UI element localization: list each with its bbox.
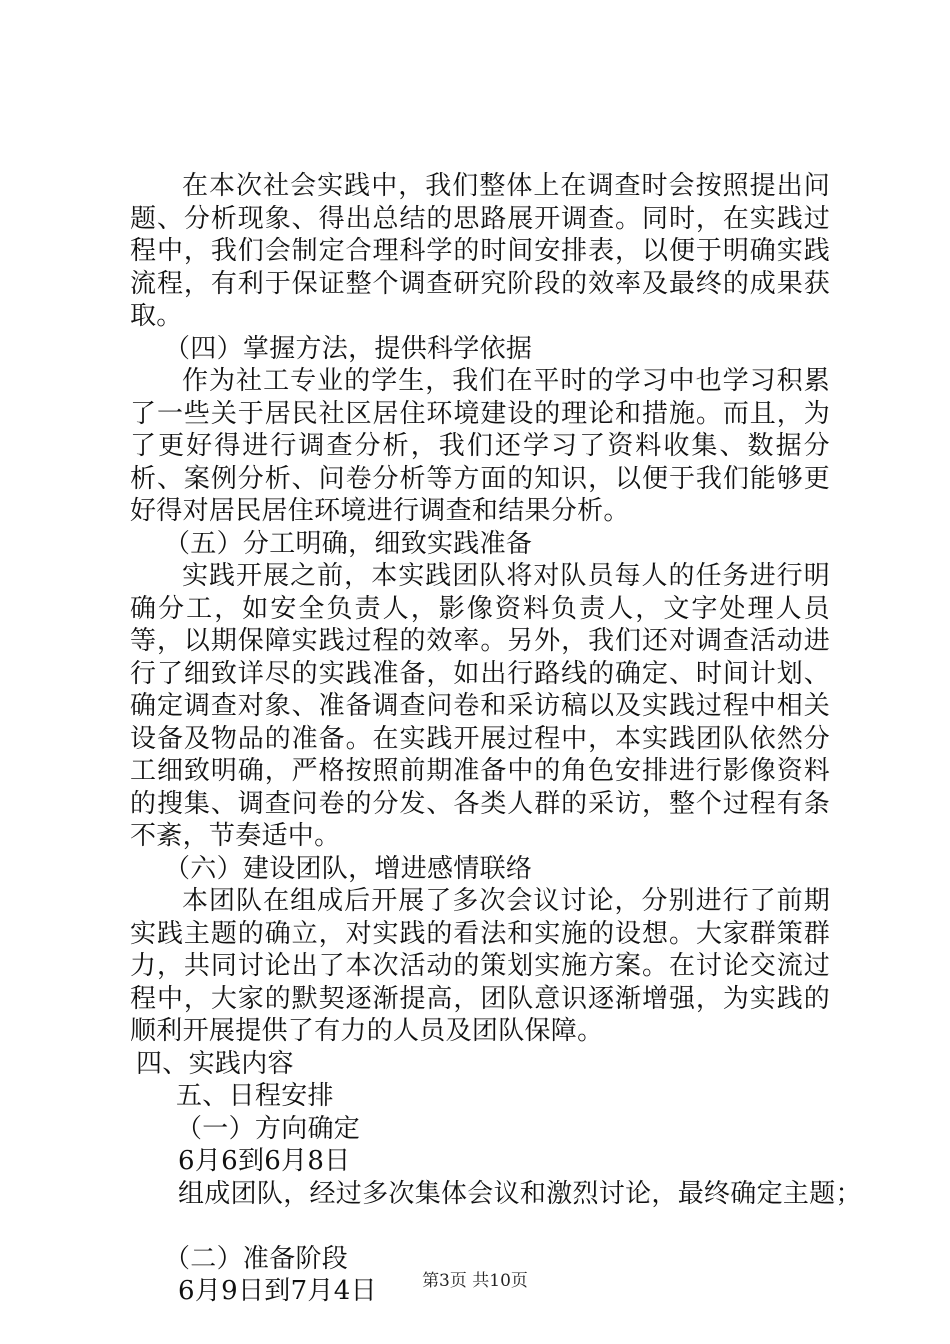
schedule-description-1: 组成团队，经过多次集体会议和激烈讨论，最终确定主题； bbox=[178, 1178, 862, 1209]
paragraph-method: 作为社工专业的学生，我们在平时的学习中也学习积累了一些关于居民社区居住环境建设的理论和措施。而且，为了更好得进行调查分析，我们还学习了资料收集、数据分析、案例分析、问卷分析等方面的知识，以便于我们能够更好得对居民居住环境进行调查和结果分析。 bbox=[130, 366, 830, 526]
heading-division-of-labor: （五）分工明确，细致实践准备 bbox=[164, 528, 533, 559]
schedule-date-range-1: 6月6到6月8日 bbox=[178, 1146, 351, 1176]
heading-team-building: （六）建设团队，增进感情联络 bbox=[164, 853, 533, 884]
paragraph-survey-approach: 在本次社会实践中，我们整体上在调查时会按照提出问题、分析现象、得出总结的思路展开调查。同时，在实践过程中，我们会制定合理科学的时间安排表，以便于明确实践流程，有利于保证整个调查研究阶段的效率及最终的成果获取。 bbox=[130, 171, 830, 331]
document-body bbox=[130, 170, 862, 1308]
paragraph-team-building: 本团队在组成后开展了多次会议讨论，分别进行了前期实践主题的确立，对实践的看法和实施的设想。大家群策群力，共同讨论出了本次活动的策划实施方案。在讨论交流过程中，大家的默契逐渐提高，团队意识逐渐增强，为实践的顺利开展提供了有力的人员及团队保障。 bbox=[130, 886, 830, 1046]
section-schedule: 五、日程安排 bbox=[176, 1081, 334, 1111]
section-practice-content: 四、实践内容 bbox=[136, 1048, 294, 1079]
schedule-date-range-2: 6月9日到7月4日 bbox=[178, 1276, 377, 1306]
heading-method: （四）掌握方法，提供科学依据 bbox=[164, 333, 533, 364]
schedule-stage-direction: （一）方向确定 bbox=[176, 1113, 361, 1144]
schedule-stage-preparation: （二）准备阶段 bbox=[164, 1243, 349, 1274]
blank-line bbox=[130, 1210, 830, 1243]
paragraph-division-of-labor: 实践开展之前，本实践团队将对队员每人的任务进行明确分工，如安全负责人，影像资料负责人，文字处理人员等，以期保障实践过程的效率。另外，我们还对调查活动进行了细致详尽的实践准备，如出行路线的确定、时间计划、确定调查对象、准备调查问卷和采访稿以及实践过程中相关设备及物品的准备。在实践开展过程中，本实践团队依然分工细致明确，严格按照前期准备中的角色安排进行影像资料的搜集、调查问卷的分发、各类人群的采访，整个过程有条不紊，节奏适中。 bbox=[130, 561, 830, 851]
page-number-footer: 第3页 共10页 bbox=[422, 1271, 528, 1291]
